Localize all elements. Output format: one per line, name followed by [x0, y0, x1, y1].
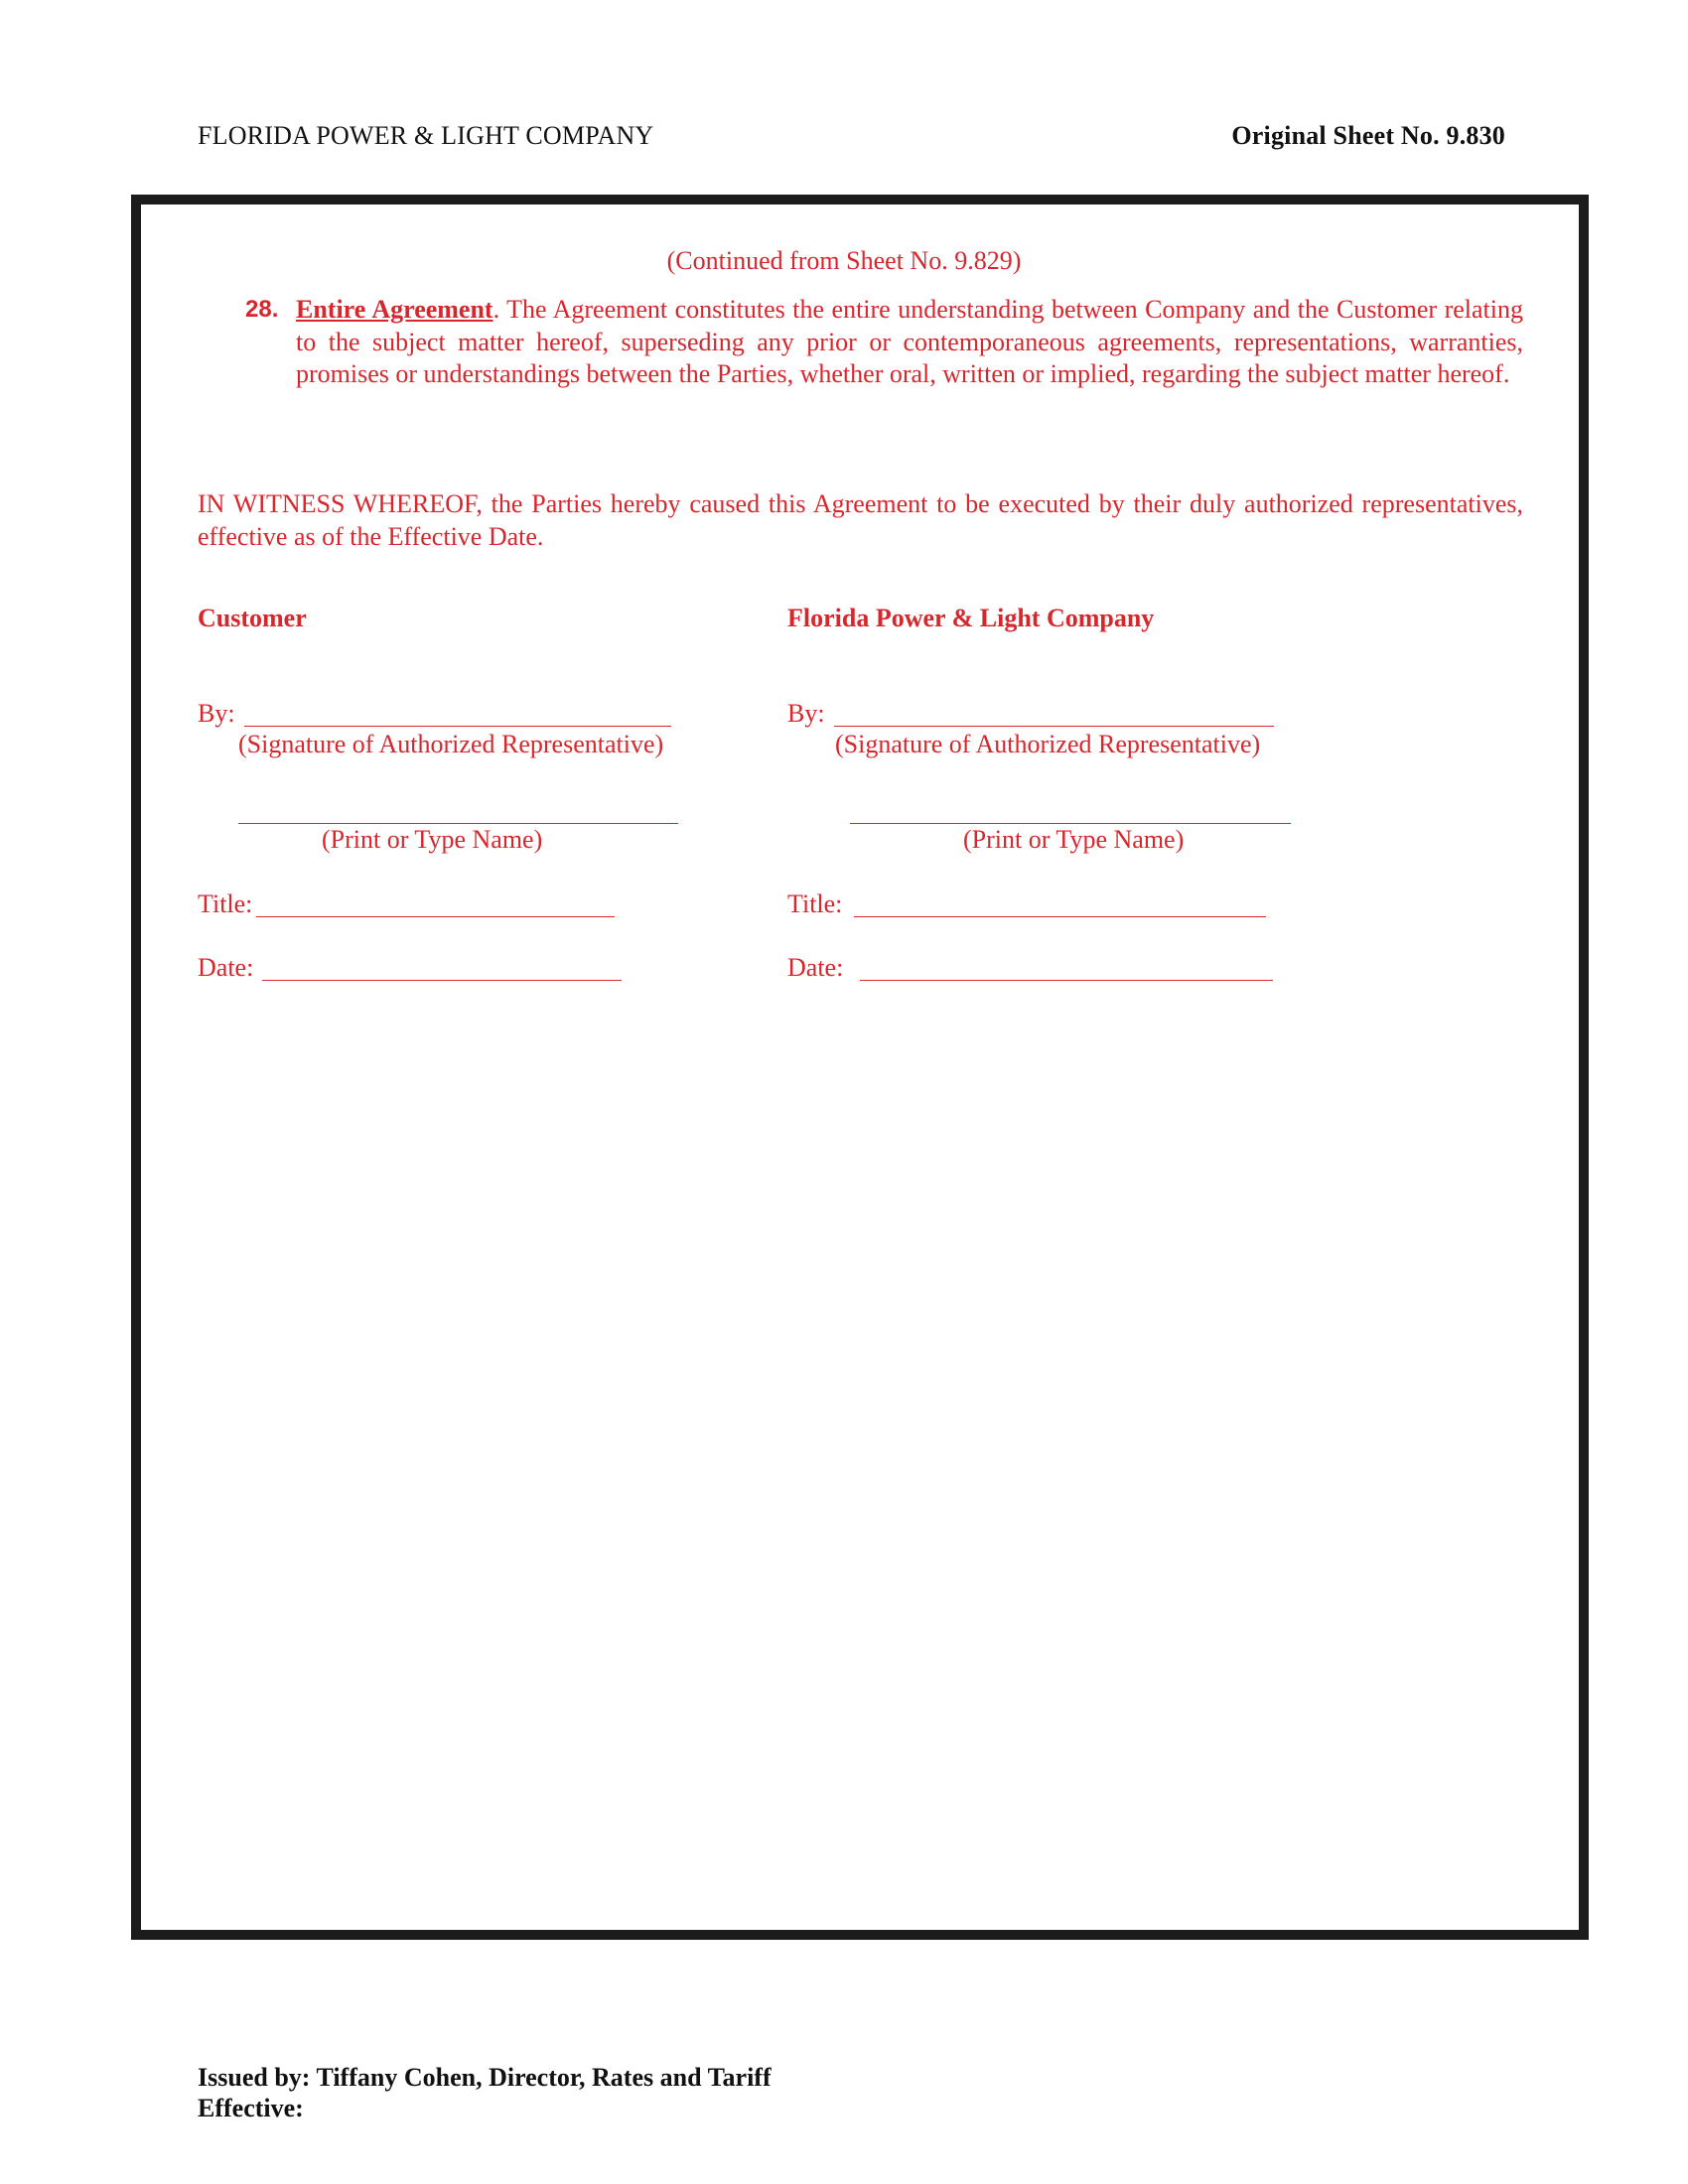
- effective-date: Effective:: [198, 2094, 304, 2122]
- customer-signature-line[interactable]: [244, 726, 671, 727]
- customer-date-label: Date:: [198, 953, 254, 982]
- company-title-label: Title:: [787, 889, 843, 918]
- company-name-caption: (Print or Type Name): [963, 825, 1185, 854]
- company-name-line[interactable]: [850, 823, 1291, 824]
- section-body: [296, 294, 1523, 391]
- customer-signature-caption: (Signature of Authorized Representative): [238, 730, 664, 758]
- company-label: Florida Power & Light Company: [787, 604, 1155, 632]
- customer-title-label: Title:: [198, 889, 253, 918]
- witness-clause: IN WITNESS WHEREOF, the Parties hereby caused this Agreement to be executed by their duly authorized representatives, effective as of the Effective Date.: [198, 489, 1523, 551]
- section-heading: Entire Agreement: [296, 295, 493, 324]
- sheet-number: Original Sheet No. 9.830: [1231, 121, 1505, 150]
- customer-name-caption: (Print or Type Name): [322, 825, 543, 854]
- issued-by: Issued by: Tiffany Cohen, Director, Rates and Tariff: [198, 2063, 772, 2092]
- page-frame: [131, 195, 1589, 1940]
- company-date-label: Date:: [787, 953, 844, 982]
- section-number: 28.: [245, 296, 279, 323]
- company-title-line[interactable]: [854, 916, 1266, 917]
- customer-by-label: By:: [198, 699, 235, 728]
- customer-date-line[interactable]: [262, 980, 622, 981]
- customer-name-line[interactable]: [238, 823, 678, 824]
- continued-note: (Continued from Sheet No. 9.829): [666, 246, 1022, 275]
- company-signature-caption: (Signature of Authorized Representative): [835, 730, 1261, 758]
- company-date-line[interactable]: [860, 980, 1273, 981]
- section-text: . The Agreement constitutes the entire understanding between Company and the Customer relating to the subject matter hereof, superseding any prior or contemporaneous agreements, representations, warranties, promises or understandings between the Parties, whether oral, written or implied, regarding the subject matter hereof.: [296, 295, 1523, 388]
- customer-title-line[interactable]: [256, 916, 615, 917]
- company-by-label: By:: [787, 699, 825, 728]
- company-signature-line[interactable]: [834, 726, 1274, 727]
- company-header: FLORIDA POWER & LIGHT COMPANY: [198, 121, 654, 150]
- customer-label: Customer: [198, 604, 307, 632]
